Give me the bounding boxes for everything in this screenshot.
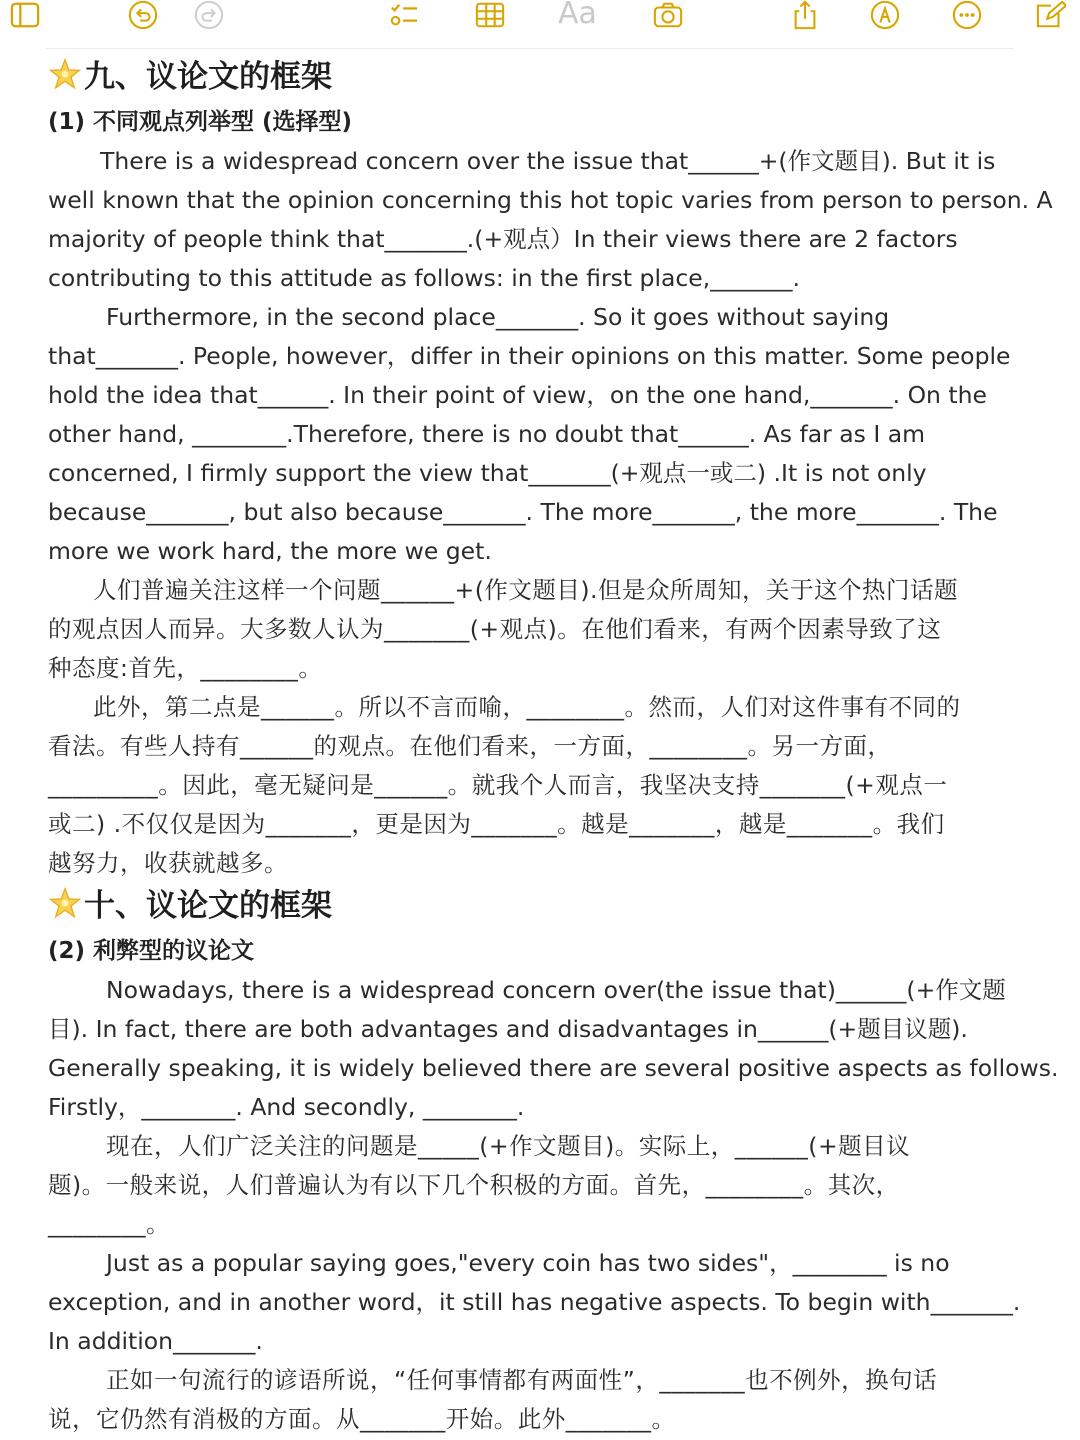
- paragraph-line: Just as a popular saying goes,"every coin has two sides"，________ is no: [106, 1249, 950, 1277]
- paragraph-line: 题)。一般来说，人们普遍认为有以下几个积极的方面。首先，________。其次，: [48, 1171, 900, 1199]
- star-icon: [48, 887, 82, 921]
- markup-icon[interactable]: [868, 0, 902, 30]
- share-icon[interactable]: [788, 0, 822, 30]
- paragraph-line: 此外，第二点是______。所以不言而喻，________。然而，人们对这件事有不同的: [93, 693, 961, 721]
- paragraph-line: In addition_______.: [48, 1327, 263, 1355]
- checklist-icon[interactable]: [384, 0, 424, 30]
- section-9-subheading: (1) 不同观点列举型 (选择型): [48, 109, 353, 135]
- paragraph-line: There is a widespread concern over the issue that______+(作文题目). But it is: [100, 147, 996, 175]
- note-body[interactable]: [48, 54, 1059, 1439]
- paragraph-line: contributing to this attitude as follows: in the first place,_______.: [48, 264, 800, 292]
- paragraph-line: 人们普遍关注这样一个问题______+(作文题目).但是众所周知，关于这个热门话题: [93, 576, 958, 604]
- table-icon[interactable]: [470, 0, 510, 30]
- paragraph-line: Furthermore, in the second place_______. So it goes without saying: [106, 303, 890, 331]
- paragraph-line: Nowadays, there is a widespread concern over(the issue that)______(+作文题: [106, 976, 1006, 1004]
- paragraph-line: 正如一句流行的谚语所说，“任何事情都有两面性”，_______也不例外，换句话: [106, 1366, 938, 1394]
- paragraph-line: other hand, ________.Therefore, there is no doubt that______. As far as I am: [48, 420, 926, 448]
- sidebar-icon[interactable]: [4, 0, 46, 30]
- paragraph-line: well known that the opinion concerning this hot topic varies from person to person. A: [48, 186, 1053, 214]
- paragraph-line: Generally speaking, it is widely believed there are several positive aspects as follows.: [48, 1054, 1059, 1082]
- paragraph-line: more we work hard, the more we get.: [48, 537, 492, 565]
- section-9-heading-text: 九、议论文的框架: [84, 59, 332, 95]
- paragraph-line: Firstly，________. And secondly, ________.: [48, 1093, 525, 1121]
- paragraph-line: 的观点因人而异。大多数人认为_______(+观点)。在他们看来，有两个因素导致了这: [48, 615, 942, 643]
- more-icon[interactable]: [950, 0, 984, 30]
- section-10-heading: [48, 883, 1034, 929]
- camera-icon[interactable]: [648, 0, 688, 30]
- paragraph-line: 种态度:首先，________。: [48, 654, 323, 682]
- toolbar-divider: [46, 48, 1014, 49]
- paragraph-line: 越努力，收获就越多。: [48, 849, 288, 877]
- compose-icon[interactable]: [1034, 0, 1068, 30]
- paragraph-line: that_______. People, however，differ in their opinions on this matter. Some people: [48, 342, 1011, 370]
- notes-toolbar: [0, 0, 1080, 48]
- paragraph-line: 目). In fact, there are both advantages and disadvantages in______(+题目议题).: [48, 1015, 968, 1043]
- paragraph-line: _________。因此，毫无疑问是______。就我个人而言，我坚决支持_______(+观点一: [48, 771, 948, 799]
- paragraph-line: because_______, but also because_______. The more_______, the more_______. The: [48, 498, 998, 526]
- paragraph-line: concerned, I firmly support the view that_______(+观点一或二) .It is not only: [48, 459, 927, 487]
- redo-icon[interactable]: [192, 0, 226, 30]
- paragraph-line: hold the idea that______. In their point of view，on the one hand,_______. On the: [48, 381, 987, 409]
- paragraph-line: 或二) .不仅仅是因为_______，更是因为_______。越是_______，越是_______。我们: [48, 810, 945, 838]
- section-9-heading: [48, 54, 1034, 100]
- text-format-button[interactable]: Aa: [558, 0, 597, 31]
- paragraph-line: 说，它仍然有消极的方面。从_______开始。此外_______。: [48, 1405, 676, 1433]
- section-10-subheading: (2) 利弊型的议论文: [48, 938, 255, 964]
- section-10-heading-text: 十、议论文的框架: [84, 888, 332, 924]
- paragraph-line: 现在，人们广泛关注的问题是_____(+作文题目)。实际上，______(+题目议: [106, 1132, 911, 1160]
- paragraph-line: 看法。有些人持有______的观点。在他们看来，一方面，________。另一方面，: [48, 732, 892, 760]
- paragraph-line: majority of people think that_______.(+观点）In their views there are 2 factors: [48, 225, 958, 253]
- paragraph-line: ________。: [48, 1210, 170, 1238]
- paragraph-line: exception, and in another word，it still has negative aspects. To begin with_______.: [48, 1288, 1021, 1316]
- star-icon: [48, 58, 82, 92]
- undo-icon[interactable]: [126, 0, 160, 30]
